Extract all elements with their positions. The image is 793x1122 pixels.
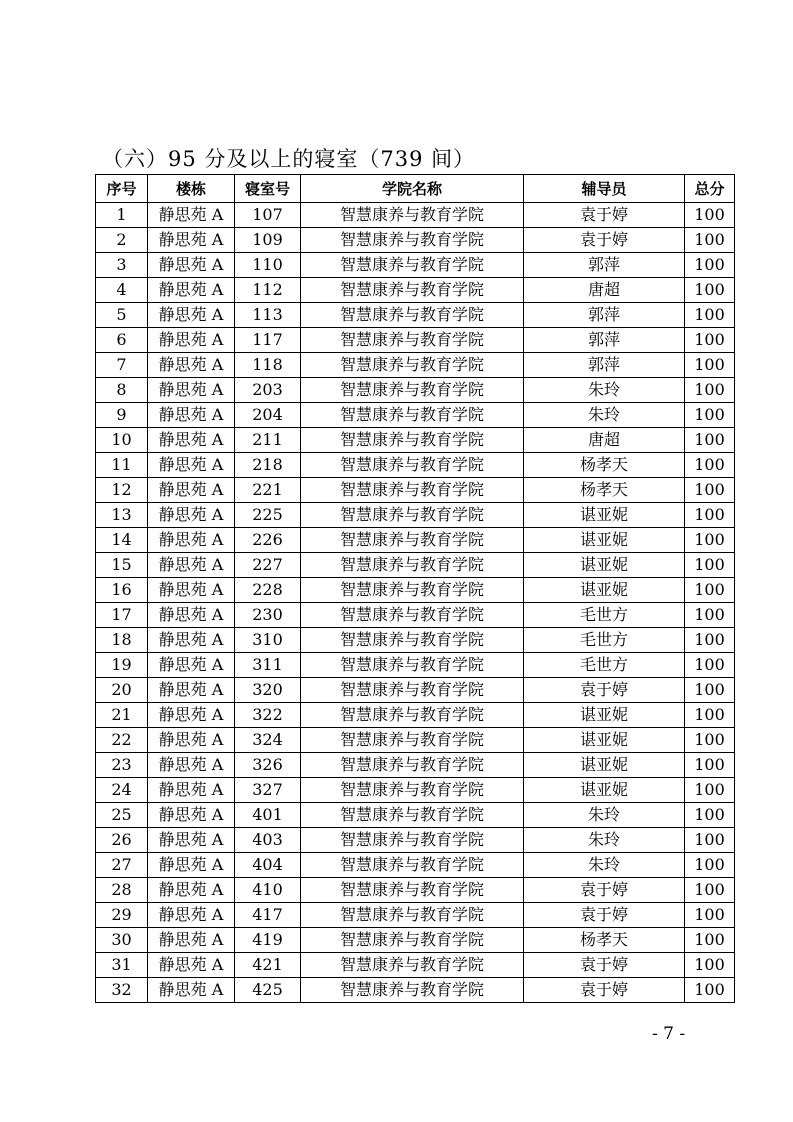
cell-score: 100: [685, 978, 735, 1003]
table-row: [96, 228, 735, 253]
cell-building: 静思苑 A: [148, 228, 235, 253]
cell-counselor: 谌亚妮: [524, 703, 685, 728]
cell-index: 19: [96, 653, 148, 678]
cell-college: 智慧康养与教育学院: [301, 203, 524, 228]
cell-building: 静思苑 A: [148, 478, 235, 503]
cell-building: 静思苑 A: [148, 503, 235, 528]
cell-college: 智慧康养与教育学院: [301, 728, 524, 753]
cell-counselor: 毛世方: [524, 603, 685, 628]
cell-room: 419: [235, 928, 301, 953]
cell-building: 静思苑 A: [148, 978, 235, 1003]
cell-score: 100: [685, 928, 735, 953]
cell-score: 100: [685, 653, 735, 678]
cell-room: 203: [235, 378, 301, 403]
cell-index: 23: [96, 753, 148, 778]
cell-building: 静思苑 A: [148, 553, 235, 578]
cell-room: 322: [235, 703, 301, 728]
cell-counselor: 朱玲: [524, 853, 685, 878]
table-row: [96, 653, 735, 678]
cell-counselor: 袁于婷: [524, 228, 685, 253]
cell-counselor: 谌亚妮: [524, 578, 685, 603]
table-row: [96, 828, 735, 853]
cell-index: 9: [96, 403, 148, 428]
cell-score: 100: [685, 328, 735, 353]
table-row: [96, 628, 735, 653]
cell-counselor: 谌亚妮: [524, 778, 685, 803]
cell-building: 静思苑 A: [148, 703, 235, 728]
cell-counselor: 袁于婷: [524, 678, 685, 703]
cell-room: 110: [235, 253, 301, 278]
cell-building: 静思苑 A: [148, 753, 235, 778]
table-row: [96, 553, 735, 578]
cell-room: 327: [235, 778, 301, 803]
cell-score: 100: [685, 303, 735, 328]
table-row: [96, 978, 735, 1003]
cell-counselor: 郭萍: [524, 353, 685, 378]
cell-score: 100: [685, 353, 735, 378]
page-number: - 7 -: [652, 1024, 686, 1044]
table-row: [96, 728, 735, 753]
cell-room: 112: [235, 278, 301, 303]
cell-building: 静思苑 A: [148, 728, 235, 753]
cell-building: 静思苑 A: [148, 953, 235, 978]
cell-building: 静思苑 A: [148, 453, 235, 478]
cell-room: 421: [235, 953, 301, 978]
cell-building: 静思苑 A: [148, 578, 235, 603]
table-header-row: [96, 175, 735, 203]
cell-index: 8: [96, 378, 148, 403]
cell-college: 智慧康养与教育学院: [301, 328, 524, 353]
cell-college: 智慧康养与教育学院: [301, 978, 524, 1003]
cell-counselor: 谌亚妮: [524, 528, 685, 553]
cell-building: 静思苑 A: [148, 603, 235, 628]
cell-room: 310: [235, 628, 301, 653]
table-row: [96, 403, 735, 428]
header-college: 学院名称: [301, 175, 524, 203]
cell-index: 20: [96, 678, 148, 703]
cell-college: 智慧康养与教育学院: [301, 528, 524, 553]
cell-building: 静思苑 A: [148, 628, 235, 653]
cell-college: 智慧康养与教育学院: [301, 503, 524, 528]
cell-room: 417: [235, 903, 301, 928]
table-row: [96, 903, 735, 928]
cell-room: 425: [235, 978, 301, 1003]
cell-index: 30: [96, 928, 148, 953]
cell-index: 3: [96, 253, 148, 278]
table-row: [96, 203, 735, 228]
cell-counselor: 朱玲: [524, 828, 685, 853]
table-body: [96, 203, 735, 1003]
cell-room: 221: [235, 478, 301, 503]
cell-index: 13: [96, 503, 148, 528]
cell-college: 智慧康养与教育学院: [301, 353, 524, 378]
cell-index: 18: [96, 628, 148, 653]
cell-room: 117: [235, 328, 301, 353]
cell-index: 28: [96, 878, 148, 903]
cell-college: 智慧康养与教育学院: [301, 478, 524, 503]
cell-room: 118: [235, 353, 301, 378]
table-row: [96, 253, 735, 278]
cell-college: 智慧康养与教育学院: [301, 453, 524, 478]
cell-score: 100: [685, 203, 735, 228]
table-row: [96, 478, 735, 503]
cell-counselor: 谌亚妮: [524, 753, 685, 778]
cell-building: 静思苑 A: [148, 678, 235, 703]
cell-building: 静思苑 A: [148, 853, 235, 878]
cell-counselor: 杨孝天: [524, 928, 685, 953]
cell-college: 智慧康养与教育学院: [301, 853, 524, 878]
cell-counselor: 袁于婷: [524, 878, 685, 903]
cell-counselor: 唐超: [524, 428, 685, 453]
cell-index: 10: [96, 428, 148, 453]
cell-index: 12: [96, 478, 148, 503]
cell-building: 静思苑 A: [148, 903, 235, 928]
cell-index: 32: [96, 978, 148, 1003]
table-row: [96, 953, 735, 978]
cell-building: 静思苑 A: [148, 928, 235, 953]
cell-building: 静思苑 A: [148, 878, 235, 903]
table-row: [96, 303, 735, 328]
cell-counselor: 谌亚妮: [524, 728, 685, 753]
cell-score: 100: [685, 528, 735, 553]
cell-building: 静思苑 A: [148, 203, 235, 228]
cell-room: 324: [235, 728, 301, 753]
cell-room: 225: [235, 503, 301, 528]
cell-counselor: 毛世方: [524, 653, 685, 678]
cell-room: 226: [235, 528, 301, 553]
cell-counselor: 谌亚妮: [524, 553, 685, 578]
header-index: 序号: [96, 175, 148, 203]
cell-college: 智慧康养与教育学院: [301, 228, 524, 253]
cell-college: 智慧康养与教育学院: [301, 653, 524, 678]
cell-score: 100: [685, 578, 735, 603]
cell-score: 100: [685, 828, 735, 853]
cell-room: 107: [235, 203, 301, 228]
table-row: [96, 853, 735, 878]
cell-score: 100: [685, 753, 735, 778]
cell-room: 311: [235, 653, 301, 678]
cell-index: 24: [96, 778, 148, 803]
cell-score: 100: [685, 628, 735, 653]
section-title: （六）95 分及以上的寝室（739 间）: [102, 147, 476, 171]
cell-index: 11: [96, 453, 148, 478]
cell-building: 静思苑 A: [148, 278, 235, 303]
cell-college: 智慧康养与教育学院: [301, 678, 524, 703]
cell-college: 智慧康养与教育学院: [301, 403, 524, 428]
table-row: [96, 578, 735, 603]
cell-score: 100: [685, 678, 735, 703]
table-row: [96, 353, 735, 378]
cell-building: 静思苑 A: [148, 328, 235, 353]
cell-counselor: 郭萍: [524, 253, 685, 278]
cell-counselor: 朱玲: [524, 378, 685, 403]
cell-building: 静思苑 A: [148, 803, 235, 828]
cell-counselor: 杨孝天: [524, 453, 685, 478]
cell-room: 401: [235, 803, 301, 828]
table-row: [96, 528, 735, 553]
cell-room: 218: [235, 453, 301, 478]
cell-score: 100: [685, 853, 735, 878]
cell-score: 100: [685, 253, 735, 278]
cell-score: 100: [685, 803, 735, 828]
table-row: [96, 328, 735, 353]
cell-building: 静思苑 A: [148, 653, 235, 678]
cell-index: 16: [96, 578, 148, 603]
cell-index: 25: [96, 803, 148, 828]
cell-building: 静思苑 A: [148, 253, 235, 278]
table-row: [96, 603, 735, 628]
cell-college: 智慧康养与教育学院: [301, 578, 524, 603]
cell-college: 智慧康养与教育学院: [301, 303, 524, 328]
cell-room: 211: [235, 428, 301, 453]
cell-counselor: 郭萍: [524, 328, 685, 353]
cell-index: 26: [96, 828, 148, 853]
cell-counselor: 袁于婷: [524, 978, 685, 1003]
cell-index: 5: [96, 303, 148, 328]
cell-index: 14: [96, 528, 148, 553]
cell-college: 智慧康养与教育学院: [301, 778, 524, 803]
cell-room: 410: [235, 878, 301, 903]
cell-score: 100: [685, 703, 735, 728]
cell-college: 智慧康养与教育学院: [301, 603, 524, 628]
cell-building: 静思苑 A: [148, 528, 235, 553]
cell-index: 6: [96, 328, 148, 353]
cell-college: 智慧康养与教育学院: [301, 278, 524, 303]
cell-college: 智慧康养与教育学院: [301, 828, 524, 853]
cell-room: 326: [235, 753, 301, 778]
cell-score: 100: [685, 778, 735, 803]
cell-score: 100: [685, 503, 735, 528]
header-counselor: 辅导员: [524, 175, 685, 203]
table-row: [96, 703, 735, 728]
cell-room: 228: [235, 578, 301, 603]
cell-index: 1: [96, 203, 148, 228]
cell-counselor: 袁于婷: [524, 953, 685, 978]
cell-counselor: 郭萍: [524, 303, 685, 328]
cell-college: 智慧康养与教育学院: [301, 753, 524, 778]
table-row: [96, 803, 735, 828]
cell-score: 100: [685, 453, 735, 478]
cell-counselor: 朱玲: [524, 803, 685, 828]
cell-college: 智慧康养与教育学院: [301, 703, 524, 728]
cell-score: 100: [685, 728, 735, 753]
cell-room: 204: [235, 403, 301, 428]
cell-college: 智慧康养与教育学院: [301, 628, 524, 653]
cell-score: 100: [685, 478, 735, 503]
cell-building: 静思苑 A: [148, 828, 235, 853]
cell-score: 100: [685, 278, 735, 303]
table-row: [96, 778, 735, 803]
cell-college: 智慧康养与教育学院: [301, 953, 524, 978]
cell-score: 100: [685, 378, 735, 403]
cell-counselor: 毛世方: [524, 628, 685, 653]
cell-college: 智慧康养与教育学院: [301, 903, 524, 928]
header-score: 总分: [685, 175, 735, 203]
cell-score: 100: [685, 953, 735, 978]
cell-index: 27: [96, 853, 148, 878]
cell-room: 404: [235, 853, 301, 878]
cell-building: 静思苑 A: [148, 778, 235, 803]
cell-score: 100: [685, 553, 735, 578]
header-room: 寝室号: [235, 175, 301, 203]
table-row: [96, 428, 735, 453]
cell-college: 智慧康养与教育学院: [301, 428, 524, 453]
cell-index: 22: [96, 728, 148, 753]
table-row: [96, 278, 735, 303]
cell-college: 智慧康养与教育学院: [301, 878, 524, 903]
cell-building: 静思苑 A: [148, 303, 235, 328]
cell-room: 113: [235, 303, 301, 328]
table-row: [96, 453, 735, 478]
table-row: [96, 753, 735, 778]
cell-room: 230: [235, 603, 301, 628]
cell-college: 智慧康养与教育学院: [301, 803, 524, 828]
cell-room: 403: [235, 828, 301, 853]
cell-college: 智慧康养与教育学院: [301, 928, 524, 953]
cell-counselor: 袁于婷: [524, 903, 685, 928]
cell-building: 静思苑 A: [148, 403, 235, 428]
cell-room: 109: [235, 228, 301, 253]
cell-index: 17: [96, 603, 148, 628]
cell-counselor: 唐超: [524, 278, 685, 303]
cell-score: 100: [685, 878, 735, 903]
cell-score: 100: [685, 403, 735, 428]
table-row: [96, 928, 735, 953]
table-row: [96, 678, 735, 703]
cell-college: 智慧康养与教育学院: [301, 253, 524, 278]
cell-counselor: 袁于婷: [524, 203, 685, 228]
cell-score: 100: [685, 428, 735, 453]
cell-index: 7: [96, 353, 148, 378]
cell-counselor: 谌亚妮: [524, 503, 685, 528]
header-building: 楼栋: [148, 175, 235, 203]
cell-index: 15: [96, 553, 148, 578]
cell-building: 静思苑 A: [148, 428, 235, 453]
table-row: [96, 503, 735, 528]
cell-counselor: 杨孝天: [524, 478, 685, 503]
cell-score: 100: [685, 228, 735, 253]
cell-index: 31: [96, 953, 148, 978]
dormitory-table: [95, 174, 735, 1003]
cell-college: 智慧康养与教育学院: [301, 378, 524, 403]
cell-index: 21: [96, 703, 148, 728]
cell-score: 100: [685, 903, 735, 928]
cell-room: 320: [235, 678, 301, 703]
cell-building: 静思苑 A: [148, 378, 235, 403]
cell-building: 静思苑 A: [148, 353, 235, 378]
cell-score: 100: [685, 603, 735, 628]
table-row: [96, 378, 735, 403]
table-row: [96, 878, 735, 903]
cell-index: 2: [96, 228, 148, 253]
cell-index: 29: [96, 903, 148, 928]
cell-college: 智慧康养与教育学院: [301, 553, 524, 578]
cell-index: 4: [96, 278, 148, 303]
cell-room: 227: [235, 553, 301, 578]
cell-counselor: 朱玲: [524, 403, 685, 428]
